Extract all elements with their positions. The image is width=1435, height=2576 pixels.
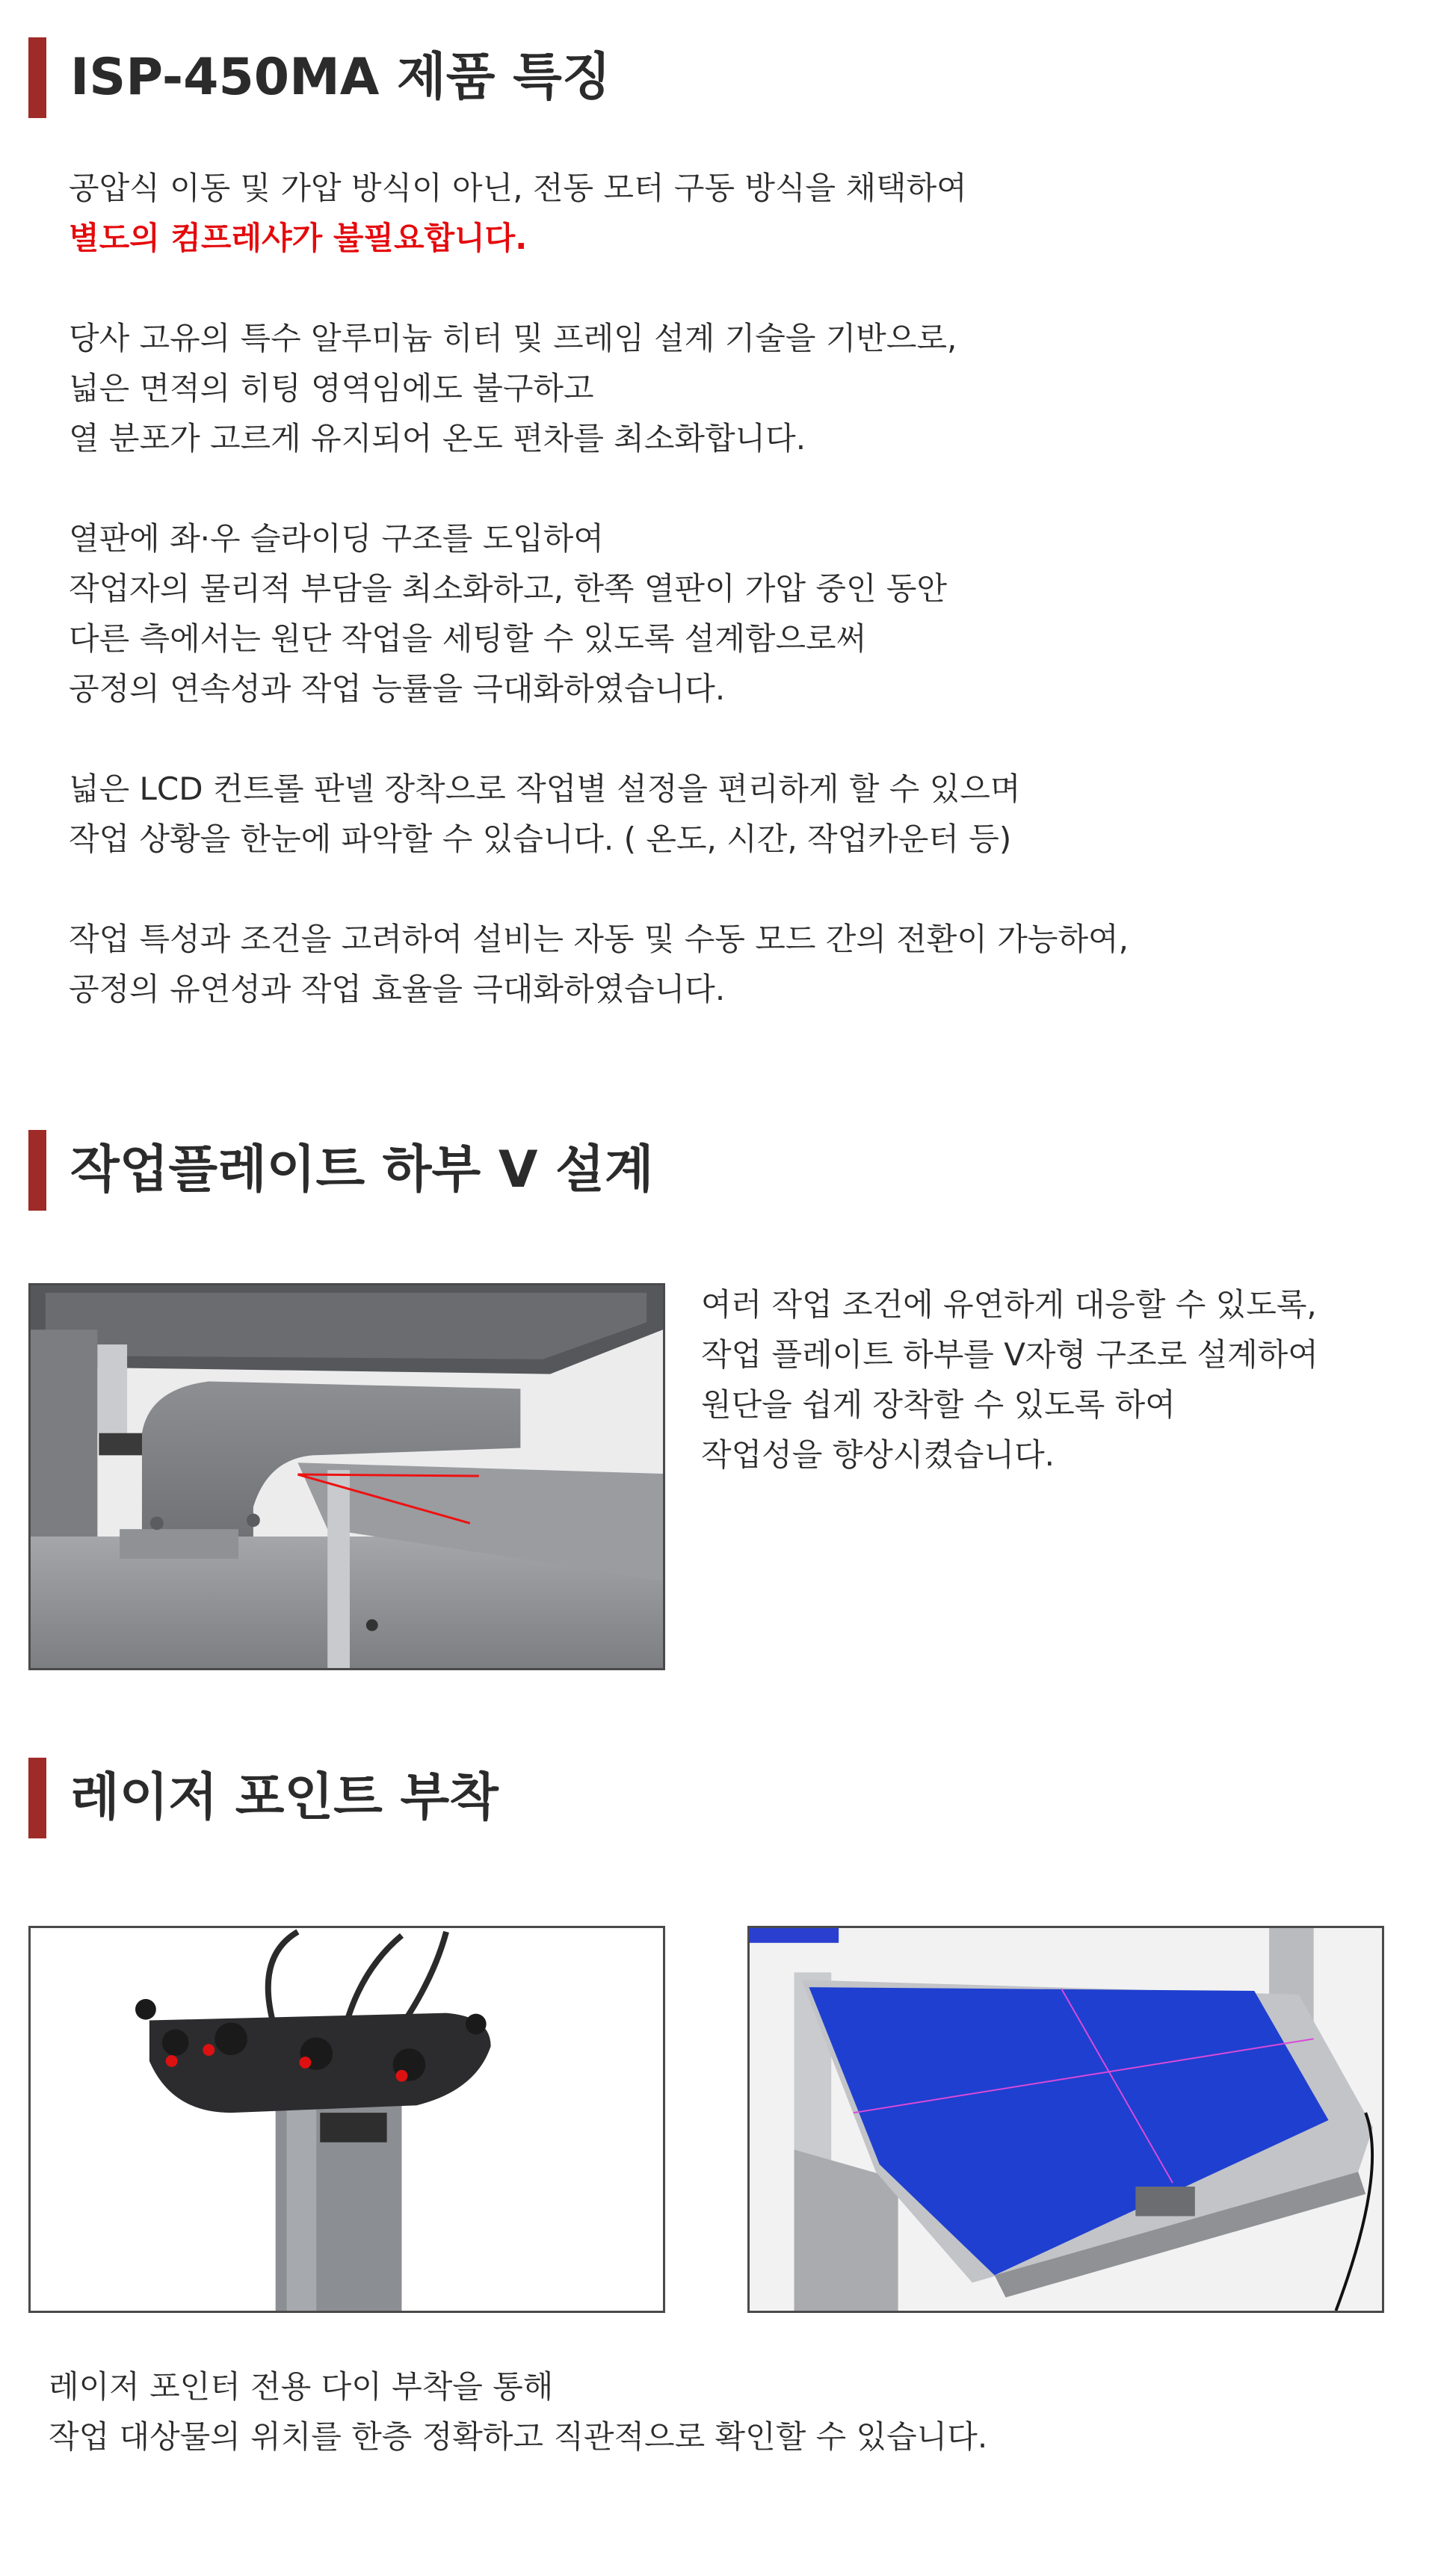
laser-mount-photo: [28, 1926, 665, 2313]
text-line: 작업성을 향상시켰습니다.: [701, 1436, 1055, 1473]
text-line: 공정의 유연성과 작업 효율을 극대화하였습니다.: [69, 971, 726, 1007]
heading-accent-bar: [28, 1130, 46, 1211]
v-design-photo: [28, 1283, 665, 1670]
text-line: 열판에 좌·우 슬라이딩 구조를 도입하여: [69, 520, 604, 557]
section-title: 레이저 포인트 부착: [70, 1768, 499, 1827]
text-line: 열 분포가 고르게 유지되어 온도 편차를 최소화합니다.: [69, 420, 806, 457]
heading-accent-bar: [28, 1758, 46, 1838]
v-design-text: [701, 1279, 1318, 1480]
text-line: 작업자의 물리적 부담을 최소화하고, 한쪽 열판이 가압 중인 동안: [69, 570, 948, 607]
highlight-line: 별도의 컴프레샤가 불필요합니다.: [69, 220, 528, 256]
section-title: 작업플레이트 하부 V 설계: [70, 1140, 654, 1199]
text-line: 넓은 LCD 컨트롤 판넬 장착으로 작업별 설정을 편리하게 할 수 있으며: [69, 770, 1021, 807]
section-title: ISP-450MA 제품 특징: [70, 48, 611, 107]
text-line: 공정의 연속성과 작업 능률을 극대화하였습니다.: [69, 670, 726, 707]
text-line: 작업 대상물의 위치를 한층 정확하고 직관적으로 확인할 수 있습니다.: [49, 2418, 988, 2455]
laser-text: [49, 2362, 987, 2462]
text-line: 작업 상황을 한눈에 파악할 수 있습니다. ( 온도, 시간, 작업카운터 등): [69, 821, 1012, 857]
text-line: 원단을 쉽게 장착할 수 있도록 하여: [701, 1386, 1176, 1423]
text-line: 다른 측에서는 원단 작업을 세팅할 수 있도록 설계함으로써: [69, 620, 867, 657]
text-line: 레이저 포인터 전용 다이 부착을 통해: [49, 2368, 554, 2405]
text-line: 공압식 이동 및 가압 방식이 아닌, 전동 모터 구동 방식을 채택하여: [69, 170, 967, 206]
features-text: [69, 163, 1129, 1014]
laser-cross-photo: [747, 1926, 1384, 2313]
heading-accent-bar: [28, 37, 46, 118]
text-line: 넓은 면적의 히팅 영역임에도 불구하고: [69, 370, 594, 407]
text-line: 작업 플레이트 하부를 V자형 구조로 설계하여: [701, 1336, 1318, 1373]
text-line: 당사 고유의 특수 알루미늄 히터 및 프레임 설계 기술을 기반으로,: [69, 320, 957, 356]
text-line: 여러 작업 조건에 유연하게 대응할 수 있도록,: [701, 1286, 1317, 1323]
text-line: 작업 특성과 조건을 고려하여 설비는 자동 및 수동 모드 간의 전환이 가능하여,: [69, 921, 1129, 957]
